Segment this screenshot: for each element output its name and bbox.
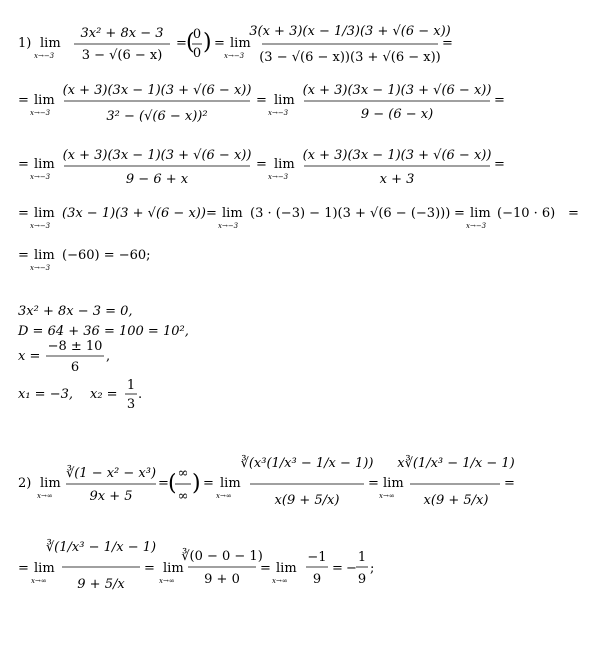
l3-den-b: x + 3 xyxy=(379,172,415,187)
m2-res-num: 1 xyxy=(357,550,367,565)
lim-3b-sub: x→−3 xyxy=(268,173,289,181)
lim-6b-sub: x→∞ xyxy=(216,492,232,500)
l3-num-b: (x + 3)(3x − 1)(3 + √(6 − x)) xyxy=(302,148,492,163)
lim-2a-sub: x→−3 xyxy=(30,109,51,117)
lim-1b: lim xyxy=(230,36,251,51)
lim-7a-sub: x→∞ xyxy=(31,577,47,585)
m1-den: 9x + 5 xyxy=(89,489,133,504)
lim-6b: lim xyxy=(220,476,241,491)
quad-eq: 3x² + 8x − 3 = 0, xyxy=(18,304,133,319)
m1-c-den: x(9 + 5/x) xyxy=(423,493,489,508)
lim-2a: lim xyxy=(34,93,55,108)
zero-num: 0 xyxy=(192,27,202,42)
lim-4a-sub: x→−3 xyxy=(30,222,51,230)
svg-text:=: = xyxy=(158,476,169,491)
svg-text:=: = xyxy=(368,476,379,491)
m1-b-num: ∛(x³(1/x³ − 1/x − 1)) xyxy=(240,456,374,471)
svg-text:=: = xyxy=(18,561,29,576)
lim-4b-sub: x→−3 xyxy=(218,222,239,230)
root-x2-num: 1 xyxy=(126,378,136,393)
l3-num-a: (x + 3)(3x − 1)(3 + √(6 − x)) xyxy=(62,148,252,163)
lim-1b-sub: x→−3 xyxy=(224,52,245,60)
svg-text:(: ( xyxy=(168,471,177,496)
l2-num-a: (x + 3)(3x − 1)(3 + √(6 − x)) xyxy=(62,83,252,98)
m2-a-num: ∛(1/x³ − 1/x − 1) xyxy=(45,540,157,555)
m1-c-num: x∛(1/x³ − 1/x − 1) xyxy=(397,456,515,471)
svg-text:x =: x = xyxy=(18,349,41,364)
lim-4b: lim xyxy=(222,206,243,221)
m2-c-den: 9 xyxy=(312,572,322,587)
lim-7a: lim xyxy=(34,561,55,576)
svg-text:=: = xyxy=(176,36,187,51)
svg-text:;: ; xyxy=(370,561,375,576)
root-x1: x₁ = −3, xyxy=(18,387,73,402)
lim-1a: lim xyxy=(40,36,61,51)
svg-text:=: = xyxy=(260,561,271,576)
root-x2-den: 3 xyxy=(126,397,136,412)
svg-text:=: = xyxy=(18,157,29,172)
l2-num-b: (x + 3)(3x − 1)(3 + √(6 − x)) xyxy=(302,83,492,98)
svg-text:=: = xyxy=(494,157,505,172)
lim-6a-sub: x→∞ xyxy=(37,492,53,500)
svg-text:=: = xyxy=(18,93,29,108)
zero-den: 0 xyxy=(192,46,202,61)
svg-text:=: = xyxy=(504,476,515,491)
svg-text:=: = xyxy=(256,93,267,108)
svg-text:=: = xyxy=(203,476,214,491)
l5-a: (−60) = −60; xyxy=(62,248,151,263)
svg-text:=: = xyxy=(332,561,343,576)
part1-label: 1) xyxy=(18,36,32,51)
l4-a: (3x − 1)(3 + √(6 − x)) xyxy=(62,206,206,221)
lim-6a: lim xyxy=(40,476,61,491)
svg-text:=: = xyxy=(18,248,29,263)
svg-text:): ) xyxy=(192,471,201,496)
svg-text:.: . xyxy=(138,387,143,402)
l4-c: (−10 · 6) xyxy=(497,206,556,221)
lim-4c-sub: x→−3 xyxy=(466,222,487,230)
lim-2b-sub: x→−3 xyxy=(268,109,289,117)
m1-num: ∛(1 − x² − x³) xyxy=(65,466,157,481)
m2-res-den: 9 xyxy=(357,572,367,587)
lim-3b: lim xyxy=(274,157,295,172)
l1-den: 3 − √(6 − x) xyxy=(81,48,163,63)
m2-b-num: ∛(0 − 0 − 1) xyxy=(181,549,263,564)
svg-text:=: = xyxy=(214,36,225,51)
lim-5a-sub: x→−3 xyxy=(30,264,51,272)
part2-label: 2) xyxy=(18,476,32,491)
lim-2b: lim xyxy=(274,93,295,108)
svg-text:,: , xyxy=(106,349,111,364)
lim-5a: lim xyxy=(34,248,55,263)
lim-3a: lim xyxy=(34,157,55,172)
root-x2-label: x₂ = xyxy=(90,387,118,402)
svg-text:−: − xyxy=(346,561,357,576)
l2-den-b: 9 − (6 − x) xyxy=(360,107,434,122)
lim-6c-sub: x→∞ xyxy=(379,492,395,500)
lim-7c: lim xyxy=(276,561,297,576)
lim-1a-sub: x→−3 xyxy=(34,52,55,60)
roots-den: 6 xyxy=(70,360,80,375)
lim-4a: lim xyxy=(34,206,55,221)
svg-text:=: = xyxy=(494,93,505,108)
discriminant: D = 64 + 36 = 100 = 10², xyxy=(18,324,189,339)
m2-b-den: 9 + 0 xyxy=(204,572,240,587)
l4-b: (3 · (−3) − 1)(3 + √(6 − (−3))) xyxy=(250,206,451,221)
lim-7c-sub: x→∞ xyxy=(272,577,288,585)
lim-4c: lim xyxy=(470,206,491,221)
l1-num: 3x² + 8x − 3 xyxy=(80,26,164,41)
lim-6c: lim xyxy=(383,476,404,491)
roots-num: −8 ± 10 xyxy=(47,339,103,354)
l1-rhs-den: (3 − √(6 − x))(3 + √(6 − x)) xyxy=(259,50,441,65)
svg-text:=: = xyxy=(568,206,579,221)
svg-text:=: = xyxy=(442,36,453,51)
svg-text:=: = xyxy=(454,206,465,221)
l2-den-a: 3² − (√(6 − x))² xyxy=(106,109,208,124)
inf-den: ∞ xyxy=(177,489,189,504)
lim-7b-sub: x→∞ xyxy=(159,577,175,585)
lim-3a-sub: x→−3 xyxy=(30,173,51,181)
svg-text:=: = xyxy=(144,561,155,576)
m2-a-den: 9 + 5/x xyxy=(77,577,125,592)
l1-rhs-num: 3(x + 3)(x − 1/3)(3 + √(6 − x)) xyxy=(249,24,451,39)
svg-text:=: = xyxy=(256,157,267,172)
svg-text:=: = xyxy=(206,206,217,221)
svg-text:(: ( xyxy=(186,30,195,55)
svg-text:=: = xyxy=(18,206,29,221)
inf-num: ∞ xyxy=(177,466,189,481)
lim-7b: lim xyxy=(163,561,184,576)
svg-text:): ) xyxy=(203,30,212,55)
m1-b-den: x(9 + 5/x) xyxy=(274,493,340,508)
m2-c-num: −1 xyxy=(307,550,327,565)
l3-den-a: 9 − 6 + x xyxy=(125,172,189,187)
